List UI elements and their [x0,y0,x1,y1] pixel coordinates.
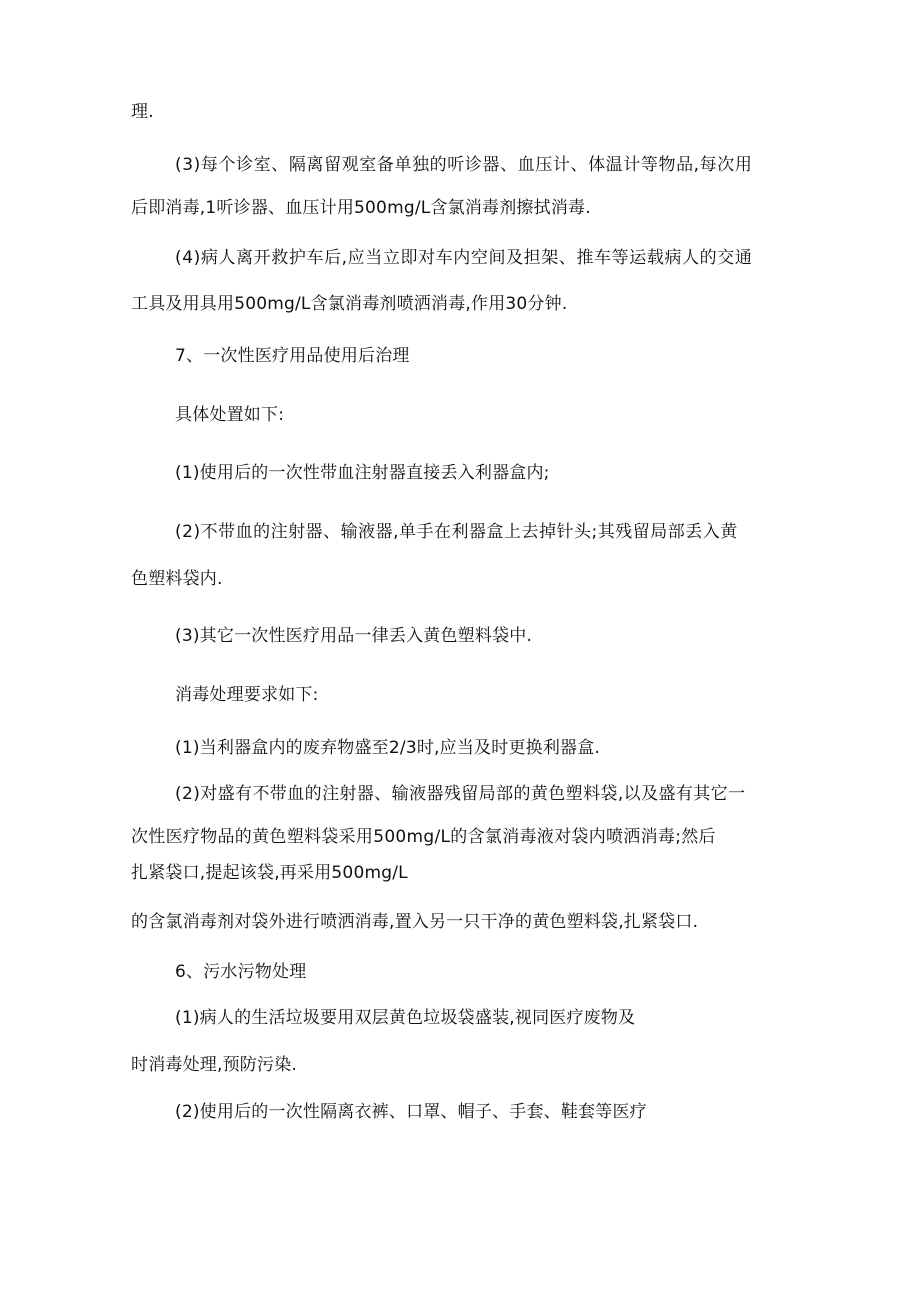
text-line: 具体处置如下: [175,405,285,425]
text-line: (2)不带血的注射器、输液器,单手在利器盒上去掉针头;其残留局部丢入黄 [175,522,738,542]
text-line: (1)当利器盒内的废弃物盛至2/3时,应当及时更换利器盒. [175,738,601,758]
text-line: 色塑料袋内. [131,569,223,589]
text-line: (2)使用后的一次性隔离衣裤、口罩、帽子、手套、鞋套等医疗 [175,1102,647,1122]
text-line: 理. [131,102,154,122]
text-line: 的含氯消毒剂对袋外进行喷洒消毒,置入另一只干净的黄色塑料袋,扎紧袋口. [131,912,699,932]
text-line: 扎紧袋口,提起该袋,再采用500mg/L [131,863,408,883]
text-line: 工具及用具用500mg/L含氯消毒剂喷洒消毒,作用30分钟. [131,294,568,314]
text-line: (1)病人的生活垃圾要用双层黄色垃圾袋盛装,视同医疗废物及 [175,1008,636,1028]
text-line: 后即消毒,1听诊器、血压计用500mg/L含氯消毒剂擦拭消毒. [131,198,591,218]
text-line: 次性医疗物品的黄色塑料袋采用500mg/L的含氯消毒液对袋内喷洒消毒;然后 [131,827,716,847]
section-heading: 7、一次性医疗用品使用后治理 [175,346,410,366]
text-line: (3)每个诊室、隔离留观室备单独的听诊器、血压计、体温计等物品,每次用 [175,155,753,175]
text-line: 消毒处理要求如下: [175,685,319,705]
text-line: (2)对盛有不带血的注射器、输液器残留局部的黄色塑料袋,以及盛有其它一 [175,784,746,804]
text-line: (1)使用后的一次性带血注射器直接丢入利器盒内; [175,463,550,483]
section-heading: 6、污水污物处理 [175,962,307,982]
text-line: (4)病人离开救护车后,应当立即对车内空间及担架、推车等运载病人的交通 [175,248,753,268]
text-line: (3)其它一次性医疗用品一律丢入黄色塑料袋中. [175,626,533,646]
text-line: 时消毒处理,预防污染. [131,1055,298,1075]
